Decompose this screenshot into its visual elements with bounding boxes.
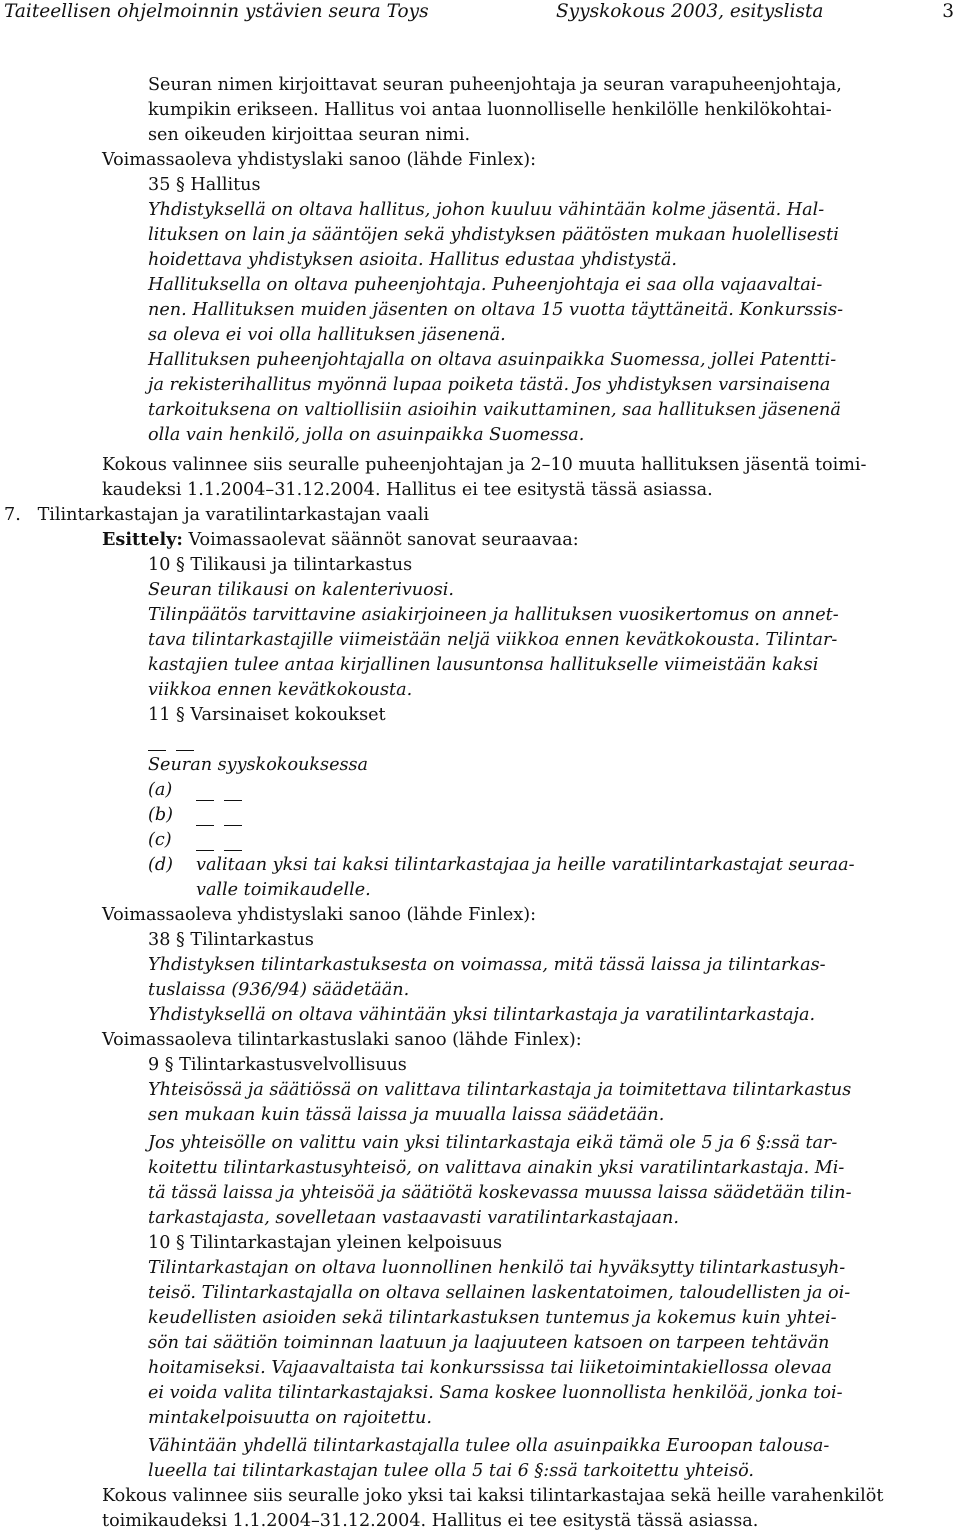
section-heading: 11 § Varsinaiset kokoukset: [148, 705, 386, 725]
dash: [148, 750, 166, 751]
omission-dashes: [196, 790, 252, 810]
quoted-line: viikkoa ennen kevätkokousta.: [148, 680, 413, 700]
quoted-line: Hallituksen puheenjohtajalla on oltava asuinpaikka Suomessa, jollei Patentti-: [148, 350, 837, 370]
quoted-line: tä tässä laissa ja yhteisöä ja säätiötä koskevassa muussa laissa säädetään tilin-: [148, 1183, 852, 1203]
page-header: [0, 0, 960, 26]
text-line: Kokous valinnee siis seuralle joko yksi tai kaksi tilintarkastajaa sekä heille varahenkilöt: [102, 1486, 884, 1506]
quoted-line: Yhdistyksellä on oltava vähintään yksi tilintarkastaja ja varatilintarkastaja.: [148, 1005, 816, 1025]
text-line: kumpikin erikseen. Hallitus voi antaa luonnolliselle henkilölle henkilökohtai-: [148, 100, 832, 120]
section-heading: 38 § Tilintarkastus: [148, 930, 314, 950]
quoted-line: tava tilintarkastajille viimeistään neljä viikkoa ennen kevätkokousta. Tilintar-: [148, 630, 838, 650]
quoted-line: sön tai säätiön toiminnan laatuun ja laajuuteen katsoen on tarpeen tehtävän: [148, 1333, 830, 1353]
page-number: 3: [942, 1, 954, 22]
text-line: Voimassaoleva yhdistyslaki sanoo (lähde Finlex):: [102, 150, 537, 170]
list-item-d-marker: (d): [148, 855, 173, 875]
header-left-title: Taiteellisen ohjelmoinnin ystävien seura Toys: [4, 1, 429, 22]
quoted-line: hoitamiseksi. Vajaavaltaista tai konkurssissa tai liiketoimintakiellossa olevaa: [148, 1358, 832, 1378]
quoted-line: Tilinpäätös tarvittavine asiakirjoineen ja hallituksen vuosikertomus on annet-: [148, 605, 839, 625]
text-line: Seuran nimen kirjoittavat seuran puheenjohtaja ja seuran varapuheenjohtaja,: [148, 75, 842, 95]
quoted-line: keudellisten asioiden sekä tilintarkastuksen tuntemus ja kokemus kuin yhtei-: [148, 1308, 837, 1328]
quoted-line: Hallituksella on oltava puheenjohtaja. Puheenjohtaja ei saa olla vajaavaltai-: [148, 275, 823, 295]
dash: [196, 825, 214, 826]
dash: [196, 850, 214, 851]
quoted-line: lituksen on lain ja sääntöjen sekä yhdistyksen päätösten mukaan huolellisesti: [148, 225, 839, 245]
quoted-line: kastajien tulee antaa kirjallinen lausuntonsa hallitukselle viimeistään kaksi: [148, 655, 819, 675]
quoted-line: Jos yhteisölle on valittu vain yksi tilintarkastaja eikä tämä ole 5 ja 6 §:ssä tar-: [148, 1133, 838, 1153]
list-marker: (a): [148, 780, 173, 800]
agenda-item-7-title: 7. Tilintarkastajan ja varatilintarkastajan vaali: [4, 505, 429, 525]
quoted-line: olla vain henkilö, jolla on asuinpaikka Suomessa.: [148, 425, 585, 445]
dash: [176, 750, 194, 751]
quoted-line: teisö. Tilintarkastajalla on oltava sellainen laskentatoimen, taloudellisten ja oi-: [148, 1283, 851, 1303]
list-item-d-text: valle toimikaudelle.: [196, 880, 371, 900]
quoted-line: sa oleva ei voi olla hallituksen jäsenenä.: [148, 325, 506, 345]
quoted-line: tarkoituksena on valtiollisiin asioihin vaikuttaminen, saa hallituksen jäsenenä: [148, 400, 841, 420]
quoted-line: Seuran tilikausi on kalenterivuosi.: [148, 580, 454, 600]
header-center-title: Syyskokous 2003, esityslista: [556, 1, 824, 22]
quoted-line: lueella tai tilintarkastajan tulee olla 5 tai 6 §:ssä tarkoitettu yhteisö.: [148, 1461, 755, 1481]
dash: [196, 800, 214, 801]
quoted-line: Vähintään yhdellä tilintarkastajalla tulee olla asuinpaikka Euroopan talousa-: [148, 1436, 830, 1456]
quoted-line: hoidettava yhdistyksen asioita. Hallitus edustaa yhdistystä.: [148, 250, 677, 270]
dash: [224, 800, 242, 801]
quoted-line: sen mukaan kuin tässä laissa ja muualla laissa säädetään.: [148, 1105, 665, 1125]
quoted-line: tuslaissa (936/94) säädetään.: [148, 980, 410, 1000]
text-line: toimikaudeksi 1.1.2004–31.12.2004. Hallitus ei tee esitystä tässä asiassa.: [102, 1511, 759, 1531]
section-heading: 35 § Hallitus: [148, 175, 261, 195]
list-item-c: [148, 827, 172, 853]
presentation-text: Voimassaolevat säännöt sanovat seuraavaa:: [182, 530, 579, 550]
section-heading: 10 § Tilintarkastajan yleinen kelpoisuus: [148, 1233, 503, 1253]
quoted-line: Yhteisössä ja säätiössä on valittava tilintarkastaja ja toimitettava tilintarkastus: [148, 1080, 852, 1100]
list-item-d-text: valitaan yksi tai kaksi tilintarkastajaa ja heille varatilintarkastajat seuraa-: [196, 855, 855, 875]
quoted-line: koitettu tilintarkastusyhteisö, on valittava ainakin yksi varatilintarkastaja. Mi-: [148, 1158, 845, 1178]
presentation-label: Esittely:: [102, 529, 183, 550]
list-item-b: [148, 802, 173, 828]
quoted-line: mintakelpoisuutta on rajoitettu.: [148, 1408, 432, 1428]
text-line: Voimassaoleva tilintarkastuslaki sanoo (lähde Finlex):: [102, 1030, 582, 1050]
section-heading: 9 § Tilintarkastusvelvollisuus: [148, 1055, 407, 1075]
omission-dashes: [196, 815, 252, 835]
quoted-line: ja rekisterihallitus myönnä lupaa poiketa tästä. Jos yhdistyksen varsinaisena: [148, 375, 831, 395]
text-line: Voimassaoleva yhdistyslaki sanoo (lähde Finlex):: [102, 905, 537, 925]
text-line: sen oikeuden kirjoittaa seuran nimi.: [148, 125, 471, 145]
quoted-line: Seuran syyskokouksessa: [148, 755, 369, 775]
dash: [224, 850, 242, 851]
text-line: kaudeksi 1.1.2004–31.12.2004. Hallitus ei tee esitystä tässä asiassa.: [102, 480, 713, 500]
section-heading: 10 § Tilikausi ja tilintarkastus: [148, 555, 413, 575]
quoted-line: tarkastajasta, sovelletaan vastaavasti varatilintarkastajaan.: [148, 1208, 679, 1228]
list-item-a: [148, 777, 172, 803]
quoted-line: nen. Hallituksen muiden jäsenten on oltava 15 vuotta täyttäneitä. Konkurssis-: [148, 300, 844, 320]
quoted-line: Yhdistyksen tilintarkastuksesta on voimassa, mitä tässä laissa ja tilintarkas-: [148, 955, 826, 975]
dash: [224, 825, 242, 826]
quoted-line: Yhdistyksellä on oltava hallitus, johon kuuluu vähintään kolme jäsentä. Hal-: [148, 200, 825, 220]
quoted-line: ei voida valita tilintarkastajaksi. Sama koskee luonnollista henkilöä, jonka toi-: [148, 1383, 843, 1403]
list-marker: (c): [148, 830, 172, 850]
presentation-line: [102, 527, 579, 553]
quoted-line: Tilintarkastajan on oltava luonnollinen henkilö tai hyväksytty tilintarkastusyh-: [148, 1258, 846, 1278]
text-line: Kokous valinnee siis seuralle puheenjohtajan ja 2–10 muuta hallituksen jäsentä toimi-: [102, 455, 867, 475]
list-marker: (b): [148, 805, 173, 825]
